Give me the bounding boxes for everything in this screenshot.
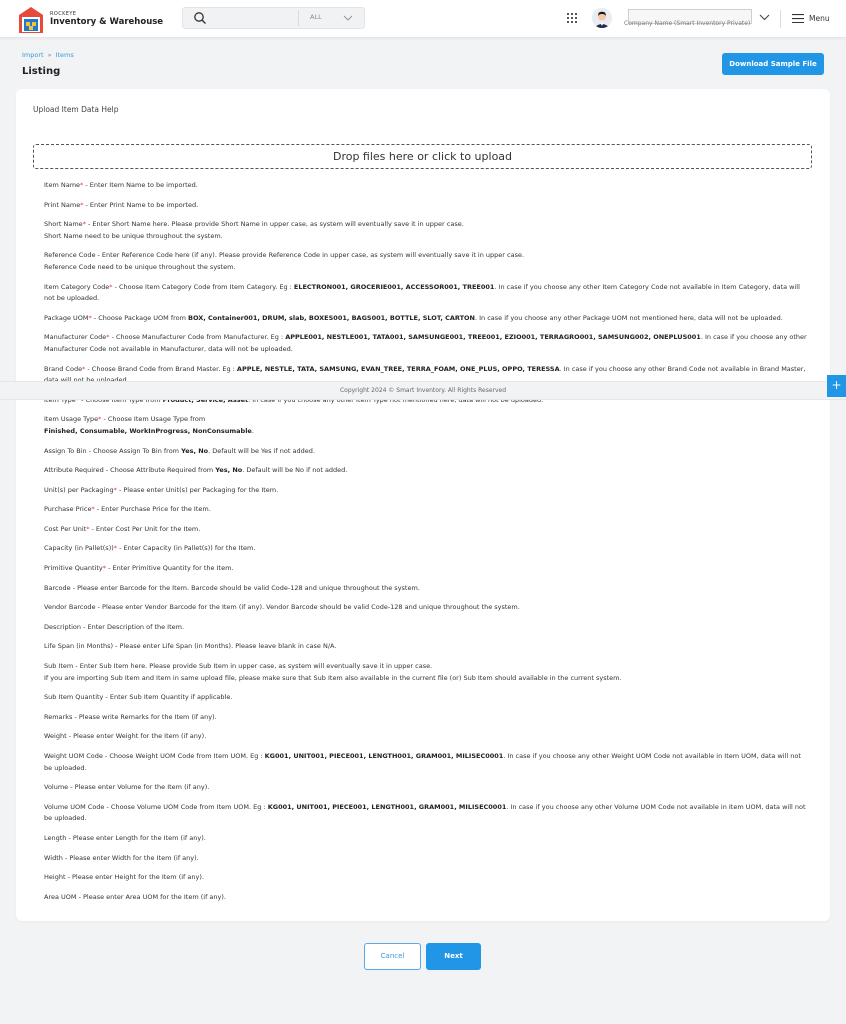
help-list-item (42, 853, 810, 865)
required-marker: * (80, 200, 84, 209)
help-list-item (42, 731, 810, 743)
required-marker: * (80, 181, 84, 189)
required-marker: * (86, 524, 90, 533)
help-item-label: Short Name (44, 220, 83, 229)
help-list-item (42, 872, 810, 884)
help-list-item (42, 313, 810, 325)
help-item-desc: - Choose Attribute Required from (103, 466, 216, 475)
help-item-desc: - Choose Weight UOM Code from Item UOM. Eg : (102, 752, 265, 760)
help-list-item (42, 446, 810, 458)
help-list-item (42, 751, 810, 774)
top-bar (0, 0, 846, 38)
help-item-desc: - Please enter Barcode for the Item. Barcode should be valid Code-128 and unique throughout the system. (70, 583, 420, 592)
grid-icon[interactable] (567, 13, 577, 23)
help-item-label: Life Span (in Months) (44, 642, 114, 651)
help-item-desc: - Enter Print Name to be imported. (83, 200, 199, 209)
help-list-item (42, 332, 810, 355)
help-item-label: Assign To Bin (44, 446, 87, 455)
rockeye-logo-icon[interactable] (18, 6, 44, 34)
help-item-label: Width (44, 853, 63, 862)
help-list-item (42, 692, 810, 704)
help-list-item (42, 414, 810, 437)
help-item-desc: - Please enter Width for the Item (if any). (62, 853, 199, 862)
help-item-label: Vendor Barcode (44, 603, 96, 612)
help-list-item (42, 282, 810, 305)
help-item-label: Capacity (in Pallet(s)) (44, 544, 114, 553)
help-item-desc: - Choose Brand Code from Brand Master. Eg : (85, 364, 237, 373)
help-item-label: Primitive Quantity (44, 564, 103, 573)
help-list-item (42, 250, 810, 273)
help-list-item (42, 504, 810, 516)
help-item-note: . In case if you choose any other Volume UOM Code not available in Item UOM, data will not be uploaded. (44, 802, 806, 823)
help-item-desc: - Please enter Life Span (in Months). Please leave blank in case N/A. (113, 642, 337, 651)
required-marker: * (106, 333, 110, 342)
help-item-note: If you are importing Sub Item and Item in same upload file, please make sure that Sub Item also available in the current file (or) Sub Item should available in the current system. (44, 673, 622, 682)
help-item-desc: - Enter Sub Item here. Please provide Sub Item in upper case, as system will eventually save it in upper case. (73, 662, 433, 671)
help-list-item (42, 602, 810, 614)
help-list-item (42, 485, 810, 497)
help-item-note: Reference Code need to be unique throughout the system. (44, 262, 236, 271)
help-item-desc: - Please enter Area UOM for the Item (if any). (76, 892, 226, 901)
help-list-item (42, 661, 810, 684)
company-name: Company Name (Smart Inventory Private) (624, 20, 751, 27)
upload-help-card (16, 89, 830, 921)
required-marker: * (98, 415, 102, 424)
file-dropzone[interactable]: Drop files here or click to upload (33, 144, 812, 169)
help-item-values: KG001, UNIT001, PIECE001, LENGTH001, GRAM001, MILISEC0001 (267, 802, 507, 811)
help-list-item (42, 200, 810, 212)
help-list-item (42, 219, 810, 242)
help-item-desc: - Enter Cost Per Unit for the Item. (89, 524, 201, 533)
help-item-desc: - Enter Primitive Quantity for the Item. (106, 564, 234, 573)
help-item-desc: - Enter Reference Code here (if any). Please provide Reference Code in upper case, as system will eventually save it in upper case. (95, 251, 525, 260)
help-list-item (42, 563, 810, 575)
help-list-item (42, 180, 810, 192)
help-item-label: Area UOM (44, 892, 77, 901)
help-item-note: . In case if you choose any other Manufacturer Code not available in Manufacturer, data will not be uploaded. (44, 333, 807, 353)
help-item-note: Short Name need to be unique throughout the system. (44, 231, 223, 240)
help-item-desc: - Choose Item Usage Type from (101, 415, 206, 424)
brand-name: Inventory & Warehouse (50, 17, 164, 27)
help-item-label: Length (44, 833, 67, 842)
help-item-desc: - Enter Purchase Price for the Item. (94, 505, 211, 514)
required-marker: * (102, 564, 107, 573)
help-item-desc: - Choose Manufacturer Code from Manufacturer. Eg : (109, 333, 286, 342)
help-item-label: Reference Code (44, 251, 96, 260)
chevron-down-icon[interactable] (343, 14, 353, 22)
search-filter-select[interactable]: ALL (310, 13, 322, 21)
menu-button[interactable]: Menu (809, 14, 830, 23)
help-item-desc: - Please write Remarks for the Item (if any). (72, 712, 217, 721)
help-item-values: APPLE001, NESTLE001, TATA001, SAMSUNGE001, TREE001, EZIO001, TERRAGRO001, SAMSUNG002, ONEPLUS001 (285, 333, 701, 342)
plus-icon[interactable]: + (827, 375, 846, 397)
help-item-desc: - Please enter Weight for the Item (if any). (66, 732, 207, 741)
help-item-label: Purchase Price (44, 505, 92, 514)
help-item-values: ELECTRON001, GROCERIE001, ACCESSOR001, TREE001 (293, 282, 495, 291)
help-item-label: Unit(s) per Packaging (44, 485, 114, 494)
help-item-desc: - Please enter Unit(s) per Packaging for the Item. (116, 485, 279, 494)
help-item-label: Sub Item Quantity (44, 693, 104, 702)
help-item-desc: - Please enter Volume for the Item (if any). (68, 783, 210, 792)
help-item-label: Print Name (44, 200, 81, 209)
header-divider (780, 10, 781, 28)
help-list-item (42, 524, 810, 536)
help-item-note: . In case if you choose any other Weight UOM Code not available in Item UOM, data will not be uploaded. (44, 752, 801, 772)
help-item-values: KG001, UNIT001, PIECE001, LENGTH001, GRAM001, MILISEC0001 (264, 752, 504, 760)
search-input[interactable] (182, 7, 365, 29)
help-item-note: . In case if you choose any other Item Category Code not available in Item Category, data will not be uploaded. (44, 282, 800, 303)
help-item-label: Package UOM (44, 313, 89, 322)
help-item-label: Manufacturer Code (44, 333, 107, 342)
required-marker: * (82, 364, 86, 373)
help-item-values: BOX, Container001, DRUM, slab, BOXES001, BAGS001, BOTTLE, SLOT, CARTON (188, 313, 475, 322)
help-item-label: Barcode (44, 583, 71, 592)
hamburger-icon[interactable] (792, 14, 804, 23)
footer-copyright: Copyright 2024 © Smart Inventory. All Rights Reserved (0, 381, 846, 400)
breadcrumb-items[interactable]: Items (55, 51, 74, 59)
help-item-desc: - Enter Description of the Item. (81, 622, 185, 631)
chevron-down-icon[interactable] (759, 13, 770, 21)
help-item-desc: - Choose Item Category Code from Item Category. Eg : (112, 282, 294, 291)
help-item-desc: - Choose Assign To Bin from (86, 446, 182, 455)
help-item-label: Cost Per Unit (44, 524, 87, 533)
help-list (42, 180, 810, 913)
help-item-note: . (251, 426, 254, 435)
required-marker: * (109, 282, 113, 291)
breadcrumb (22, 51, 74, 59)
download-sample-file-button[interactable]: Download Sample File (722, 53, 824, 75)
required-marker: * (91, 505, 95, 514)
help-item-desc: - Enter Capacity (in Pallet(s)) for the Item. (117, 544, 256, 553)
breadcrumb-separator: » (47, 51, 52, 59)
search-icon[interactable] (193, 11, 207, 25)
help-list-item (42, 641, 810, 653)
help-item-desc: - Please enter Length for the Item (if any). (66, 833, 206, 842)
breadcrumb-import[interactable]: Import (22, 51, 44, 59)
user-avatar-icon[interactable] (592, 8, 612, 28)
help-item-values: Yes, No (215, 466, 243, 475)
help-item-label: Attribute Required (44, 466, 104, 475)
help-item-desc: - Enter Sub Item Quantity if applicable. (103, 693, 233, 702)
help-item-label: Description (44, 622, 82, 631)
help-list-item (42, 712, 810, 724)
help-item-label: Remarks (44, 712, 73, 721)
help-item-desc: - Enter Short Name here. Please provide Short Name in upper case, as system will eventually save it in upper case. (85, 220, 464, 229)
help-item-note: . Default will be Yes if not added. (208, 446, 315, 455)
help-item-label: Item Usage Type (44, 415, 99, 424)
cancel-button[interactable]: Cancel (364, 943, 421, 970)
help-list-item (42, 833, 810, 845)
help-item-label: Sub Item (44, 662, 74, 671)
help-list-item (42, 892, 810, 904)
search-divider (298, 10, 299, 26)
help-item-label: Volume (44, 783, 69, 792)
help-item-desc: - Choose Volume UOM Code from Item UOM. Eg : (104, 802, 268, 811)
help-list-item (42, 622, 810, 634)
help-item-values: Finished, Consumable, WorkInProgress, NonConsumable (44, 426, 252, 435)
help-list-item (42, 583, 810, 595)
required-marker: * (88, 313, 92, 322)
help-item-desc: - Choose Package UOM from (91, 313, 189, 322)
help-list-item (42, 543, 810, 555)
card-title: Upload Item Data Help (33, 105, 119, 114)
help-item-desc: - Please enter Vendor Barcode for the Item (if any). Vendor Barcode should be valid Code-128 and unique throughout the system. (95, 603, 520, 612)
help-item-values: Yes, No (181, 446, 209, 455)
help-list-item (42, 802, 810, 825)
help-list-item (42, 465, 810, 477)
required-marker: * (113, 485, 117, 494)
help-item-label: Brand Code (44, 364, 83, 373)
brand-tagline: ROCKEYE (50, 11, 77, 17)
help-item-values: APPLE, NESTLE, TATA, SAMSUNG, EVAN_TREE, TERRA_FOAM, ONE_PLUS, OPPO, TERESSA (236, 364, 560, 373)
help-item-label: Weight (44, 732, 67, 741)
help-item-label: Volume UOM Code (44, 802, 105, 811)
help-item-note: . In case if you choose any other Brand Code not available in Brand Master, (559, 364, 806, 373)
help-item-label: Height (44, 873, 66, 882)
help-item-label: Item Category Code (44, 282, 110, 291)
next-button[interactable]: Next (426, 943, 481, 970)
help-item-label: Item Name (44, 181, 81, 189)
help-list-item (42, 782, 810, 794)
help-item-note: . In case if you choose any other Package UOM not mentioned here, data will not be uploaded. (474, 313, 783, 322)
help-item-label: Weight UOM Code (44, 752, 103, 760)
required-marker: * (113, 544, 118, 553)
page-title: Listing (22, 66, 61, 77)
help-item-desc: - Enter Item Name to be imported. (83, 181, 198, 189)
help-item-note: . Default will be No if not added. (242, 466, 348, 475)
required-marker: * (82, 220, 86, 229)
help-item-desc: - Please enter Height for the Item (if any). (65, 873, 204, 882)
